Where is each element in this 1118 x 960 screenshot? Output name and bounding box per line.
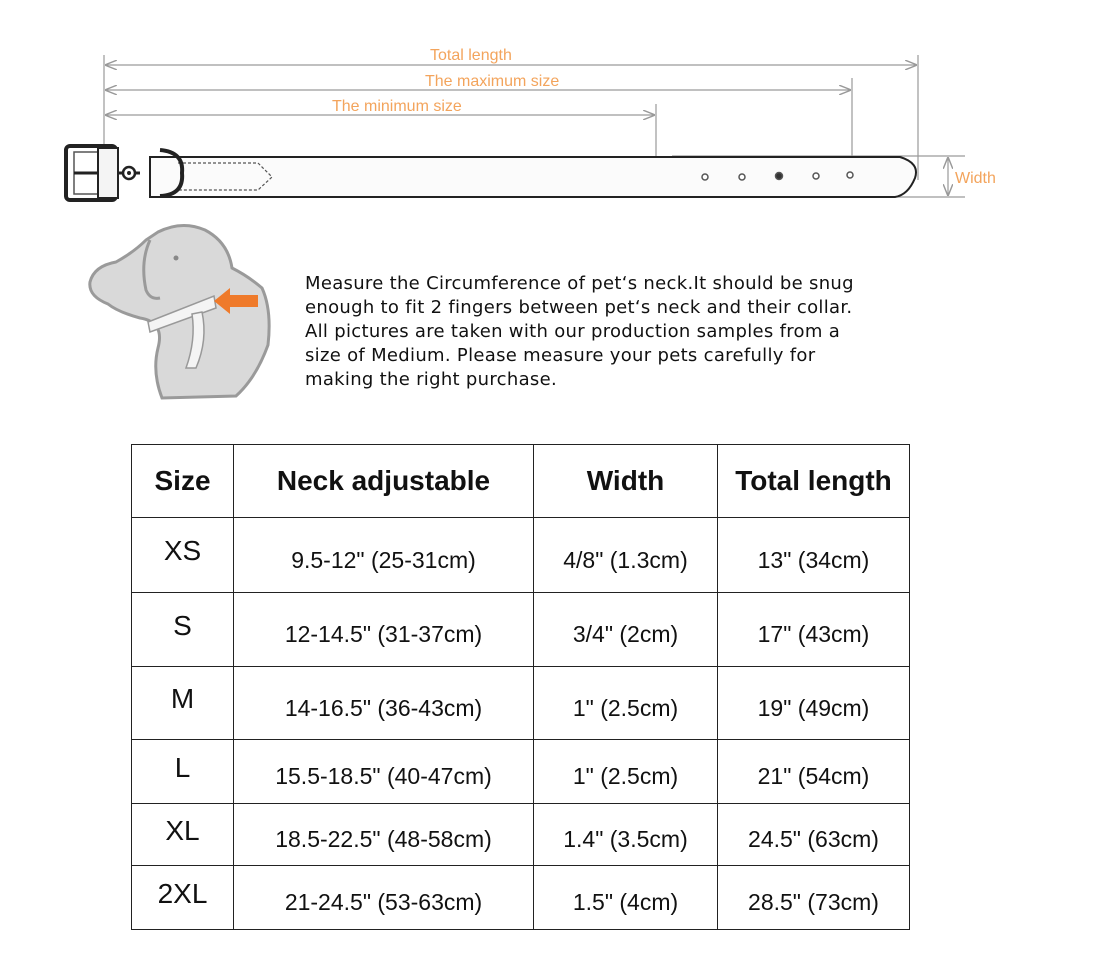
width-cell: 1" (2.5cm) bbox=[534, 740, 718, 804]
length-cell: 24.5" (63cm) bbox=[718, 804, 910, 866]
length-cell: 19" (49cm) bbox=[718, 667, 910, 740]
table-row bbox=[132, 593, 910, 667]
instruction-line: making the right purchase. bbox=[305, 369, 557, 390]
collar-illustration bbox=[66, 146, 916, 200]
max-size-label: The maximum size bbox=[425, 73, 560, 90]
instruction-line: All pictures are taken with our production samples from a bbox=[305, 321, 841, 342]
header-total-length: Total length bbox=[718, 445, 910, 518]
neck-cell: 12-14.5" (31-37cm) bbox=[234, 593, 534, 667]
size-cell: XL bbox=[132, 804, 234, 866]
neck-cell: 14-16.5" (36-43cm) bbox=[234, 667, 534, 740]
instruction-line: enough to fit 2 fingers between pet‘s neck and their collar. bbox=[305, 297, 853, 318]
size-cell: M bbox=[132, 667, 234, 740]
length-cell: 21" (54cm) bbox=[718, 740, 910, 804]
measurement-instructions bbox=[305, 272, 965, 392]
table-row bbox=[132, 740, 910, 804]
size-cell: 2XL bbox=[132, 866, 234, 930]
length-cell: 13" (34cm) bbox=[718, 518, 910, 593]
size-cell: XS bbox=[132, 518, 234, 593]
table-row bbox=[132, 804, 910, 866]
table-header-row bbox=[132, 445, 910, 518]
length-cell: 17" (43cm) bbox=[718, 593, 910, 667]
total-length-label: Total length bbox=[430, 47, 512, 64]
neck-cell: 15.5-18.5" (40-47cm) bbox=[234, 740, 534, 804]
size-cell: S bbox=[132, 593, 234, 667]
width-cell: 1" (2.5cm) bbox=[534, 667, 718, 740]
instruction-line: size of Medium. Please measure your pets carefully for bbox=[305, 345, 816, 366]
dog-neck-illustration bbox=[90, 225, 269, 398]
size-cell: L bbox=[132, 740, 234, 804]
width-cell: 4/8" (1.3cm) bbox=[534, 518, 718, 593]
neck-cell: 18.5-22.5" (48-58cm) bbox=[234, 804, 534, 866]
length-cell: 28.5" (73cm) bbox=[718, 866, 910, 930]
table-row bbox=[132, 866, 910, 930]
table-row bbox=[132, 667, 910, 740]
width-label: Width bbox=[955, 170, 996, 187]
header-size: Size bbox=[132, 445, 234, 518]
width-cell: 1.5" (4cm) bbox=[534, 866, 718, 930]
width-cell: 1.4" (3.5cm) bbox=[534, 804, 718, 866]
min-size-label: The minimum size bbox=[332, 98, 462, 115]
header-neck-adjustable: Neck adjustable bbox=[234, 445, 534, 518]
size-chart-table bbox=[131, 444, 910, 930]
width-cell: 3/4" (2cm) bbox=[534, 593, 718, 667]
neck-cell: 21-24.5" (53-63cm) bbox=[234, 866, 534, 930]
table-row bbox=[132, 518, 910, 593]
instruction-line: Measure the Circumference of pet‘s neck.It should be snug bbox=[305, 273, 854, 294]
header-width: Width bbox=[534, 445, 718, 518]
neck-cell: 9.5-12" (25-31cm) bbox=[234, 518, 534, 593]
